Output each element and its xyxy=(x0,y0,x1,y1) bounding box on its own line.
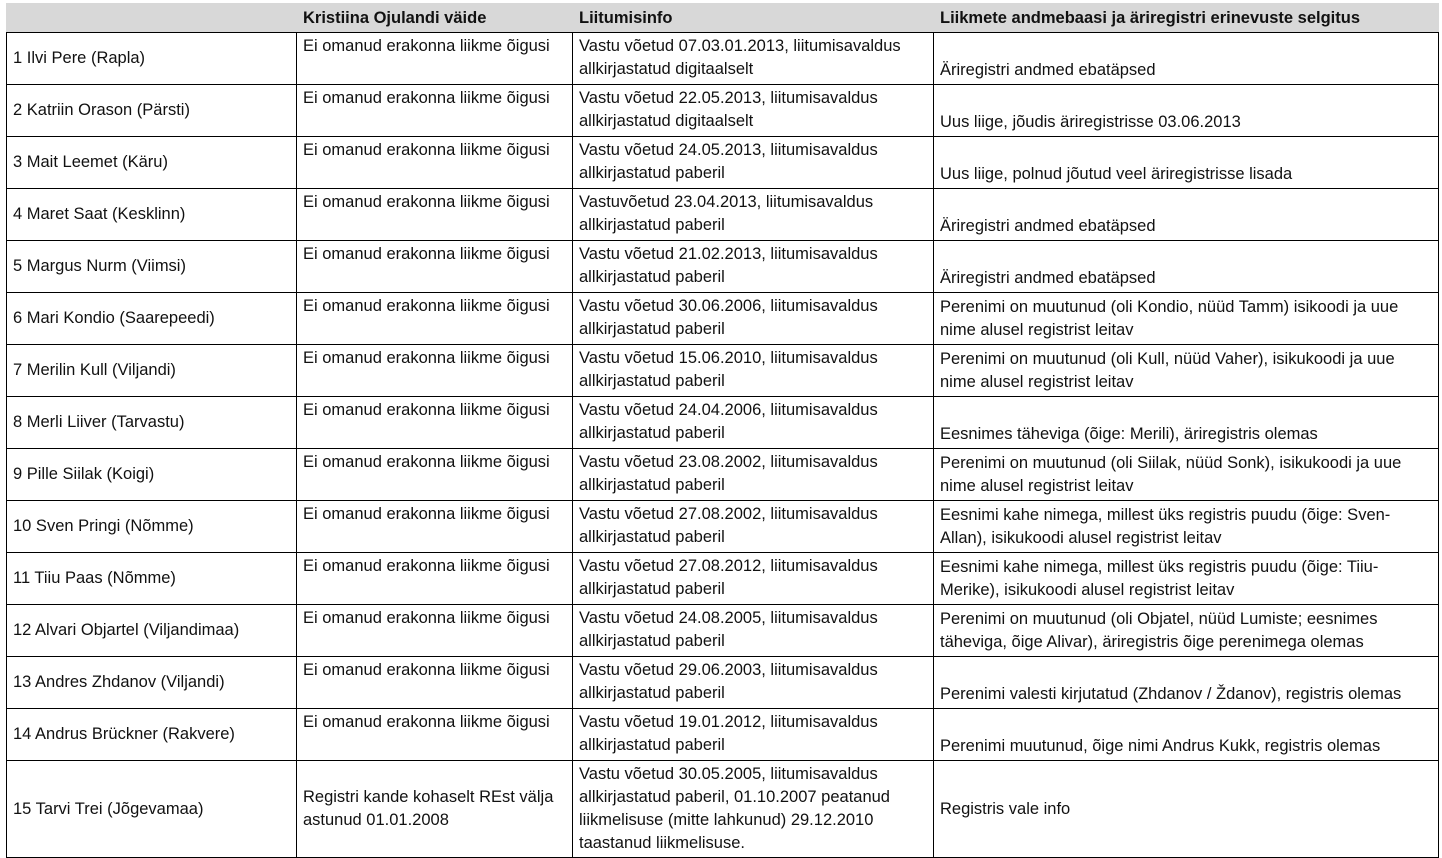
table-row xyxy=(7,33,1439,85)
claim-cell: Ei omanud erakonna liikme õigusi xyxy=(297,137,573,189)
claim-cell: Registri kande kohaselt REst välja astunud 01.01.2008 xyxy=(297,761,573,858)
table-body xyxy=(7,33,1439,858)
claim-cell: Ei omanud erakonna liikme õigusi xyxy=(297,709,573,761)
join-info-cell: Vastu võetud 07.03.01.2013, liitumisavaldus allkirjastatud digitaalselt xyxy=(573,33,934,85)
claim-cell: Ei omanud erakonna liikme õigusi xyxy=(297,85,573,137)
member-name: 15 Tarvi Trei (Jõgevamaa) xyxy=(7,761,297,858)
join-info-cell: Vastu võetud 24.05.2013, liitumisavaldus allkirjastatud paberil xyxy=(573,137,934,189)
table-row xyxy=(7,449,1439,501)
table-row xyxy=(7,553,1439,605)
explanation-cell: Eesnimi kahe nimega, millest üks registris puudu (õige: Tiiu-Merike), isikukoodi alusel registrist leitav xyxy=(934,553,1439,605)
table-row xyxy=(7,657,1439,709)
member-name: 2 Katriin Orason (Pärsti) xyxy=(7,85,297,137)
explanation-cell: Perenimi valesti kirjutatud (Zhdanov / Ždanov), registris olemas xyxy=(934,657,1439,709)
explanation-cell: Perenimi muutunud, õige nimi Andrus Kukk, registris olemas xyxy=(934,709,1439,761)
table-row xyxy=(7,761,1439,858)
member-name: 13 Andres Zhdanov (Viljandi) xyxy=(7,657,297,709)
claim-cell: Ei omanud erakonna liikme õigusi xyxy=(297,293,573,345)
explanation-cell: Eesnimes täheviga (õige: Merili), äriregistris olemas xyxy=(934,397,1439,449)
table-row xyxy=(7,189,1439,241)
join-info-cell: Vastu võetud 24.08.2005, liitumisavaldus allkirjastatud paberil xyxy=(573,605,934,657)
table-row xyxy=(7,501,1439,553)
join-info-cell: Vastu võetud 30.06.2006, liitumisavaldus allkirjastatud paberil xyxy=(573,293,934,345)
join-info-cell: Vastuvõetud 23.04.2013, liitumisavaldus allkirjastatud paberil xyxy=(573,189,934,241)
explanation-cell: Perenimi on muutunud (oli Kull, nüüd Vaher), isikukoodi ja uue nime alusel registrist leitav xyxy=(934,345,1439,397)
claim-cell: Ei omanud erakonna liikme õigusi xyxy=(297,605,573,657)
explanation-cell: Äriregistri andmed ebatäpsed xyxy=(934,33,1439,85)
member-name: 4 Maret Saat (Kesklinn) xyxy=(7,189,297,241)
member-name: 12 Alvari Objartel (Viljandimaa) xyxy=(7,605,297,657)
table-row xyxy=(7,85,1439,137)
table-header xyxy=(7,4,1439,33)
join-info-cell: Vastu võetud 21.02.2013, liitumisavaldus allkirjastatud paberil xyxy=(573,241,934,293)
claim-cell: Ei omanud erakonna liikme õigusi xyxy=(297,345,573,397)
member-name: 8 Merli Liiver (Tarvastu) xyxy=(7,397,297,449)
claim-cell: Ei omanud erakonna liikme õigusi xyxy=(297,189,573,241)
claim-cell: Ei omanud erakonna liikme õigusi xyxy=(297,33,573,85)
table-row xyxy=(7,293,1439,345)
explanation-cell: Uus liige, polnud jõutud veel äriregistrisse lisada xyxy=(934,137,1439,189)
explanation-cell: Registris vale info xyxy=(934,761,1439,858)
header-explanation: Liikmete andmebaasi ja äriregistri erinevuste selgitus xyxy=(934,4,1439,33)
member-name: 5 Margus Nurm (Viimsi) xyxy=(7,241,297,293)
claim-cell: Ei omanud erakonna liikme õigusi xyxy=(297,553,573,605)
claim-cell: Ei omanud erakonna liikme õigusi xyxy=(297,241,573,293)
explanation-cell: Perenimi on muutunud (oli Kondio, nüüd Tamm) isikoodi ja uue nime alusel registrist leitav xyxy=(934,293,1439,345)
member-name: 6 Mari Kondio (Saarepeedi) xyxy=(7,293,297,345)
member-name: 10 Sven Pringi (Nõmme) xyxy=(7,501,297,553)
table-row xyxy=(7,605,1439,657)
member-name: 7 Merilin Kull (Viljandi) xyxy=(7,345,297,397)
join-info-cell: Vastu võetud 19.01.2012, liitumisavaldus allkirjastatud paberil xyxy=(573,709,934,761)
header-join-info: Liitumisinfo xyxy=(573,4,934,33)
join-info-cell: Vastu võetud 27.08.2012, liitumisavaldus allkirjastatud paberil xyxy=(573,553,934,605)
member-name: 14 Andrus Brückner (Rakvere) xyxy=(7,709,297,761)
explanation-cell: Perenimi on muutunud (oli Objatel, nüüd Lumiste; eesnimes täheviga, õige Alivar), äriregistris õige perenimega olemas xyxy=(934,605,1439,657)
member-name: 3 Mait Leemet (Käru) xyxy=(7,137,297,189)
table-row xyxy=(7,397,1439,449)
header-name xyxy=(7,4,297,33)
member-name: 1 Ilvi Pere (Rapla) xyxy=(7,33,297,85)
explanation-cell: Eesnimi kahe nimega, millest üks registris puudu (õige: Sven-Allan), isikukoodi alusel registrist leitav xyxy=(934,501,1439,553)
join-info-cell: Vastu võetud 22.05.2013, liitumisavaldus allkirjastatud digitaalselt xyxy=(573,85,934,137)
member-name: 11 Tiiu Paas (Nõmme) xyxy=(7,553,297,605)
join-info-cell: Vastu võetud 23.08.2002, liitumisavaldus allkirjastatud paberil xyxy=(573,449,934,501)
explanation-cell: Äriregistri andmed ebatäpsed xyxy=(934,189,1439,241)
join-info-cell: Vastu võetud 29.06.2003, liitumisavaldus allkirjastatud paberil xyxy=(573,657,934,709)
claim-cell: Ei omanud erakonna liikme õigusi xyxy=(297,449,573,501)
explanation-cell: Äriregistri andmed ebatäpsed xyxy=(934,241,1439,293)
join-info-cell: Vastu võetud 24.04.2006, liitumisavaldus allkirjastatud paberil xyxy=(573,397,934,449)
explanation-cell: Uus liige, jõudis äriregistrisse 03.06.2013 xyxy=(934,85,1439,137)
claim-cell: Ei omanud erakonna liikme õigusi xyxy=(297,657,573,709)
claim-cell: Ei omanud erakonna liikme õigusi xyxy=(297,501,573,553)
header-row xyxy=(7,4,1439,33)
claim-cell: Ei omanud erakonna liikme õigusi xyxy=(297,397,573,449)
table-row xyxy=(7,709,1439,761)
join-info-cell: Vastu võetud 30.05.2005, liitumisavaldus allkirjastatud paberil, 01.10.2007 peatanud liikmelisuse (mitte lahkunud) 29.12.2010 taastanud liikmelisuse. xyxy=(573,761,934,858)
table-row xyxy=(7,137,1439,189)
header-claim: Kristiina Ojulandi väide xyxy=(297,4,573,33)
table-row xyxy=(7,241,1439,293)
join-info-cell: Vastu võetud 15.06.2010, liitumisavaldus allkirjastatud paberil xyxy=(573,345,934,397)
members-table xyxy=(6,3,1439,858)
join-info-cell: Vastu võetud 27.08.2002, liitumisavaldus allkirjastatud paberil xyxy=(573,501,934,553)
table-row xyxy=(7,345,1439,397)
member-name: 9 Pille Siilak (Koigi) xyxy=(7,449,297,501)
explanation-cell: Perenimi on muutunud (oli Siilak, nüüd Sonk), isikukoodi ja uue nime alusel registrist leitav xyxy=(934,449,1439,501)
